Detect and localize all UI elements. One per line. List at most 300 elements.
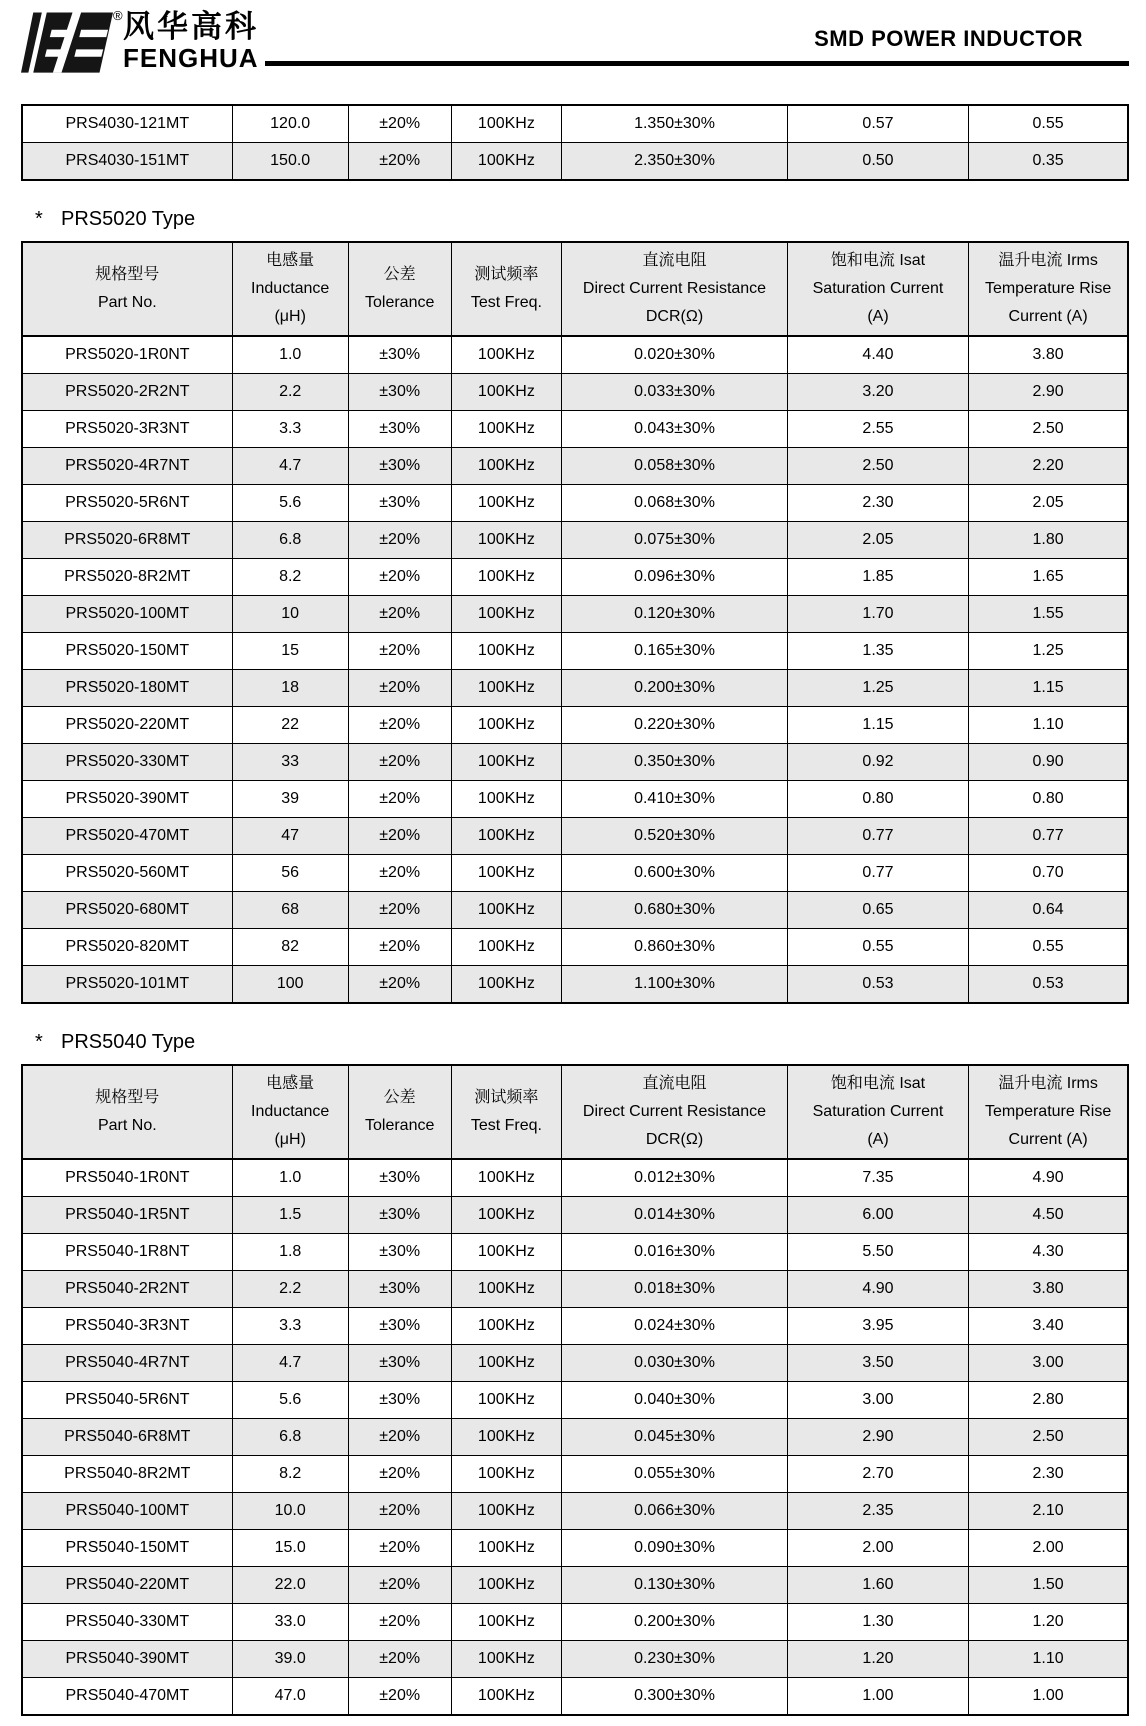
cell-test-freq: 100KHz bbox=[451, 1530, 562, 1567]
cell-tolerance: ±20% bbox=[348, 522, 451, 559]
cell-tolerance: ±30% bbox=[348, 1382, 451, 1419]
cell-part-no: PRS5020-680MT bbox=[22, 892, 232, 929]
header-line: 规格型号 bbox=[95, 266, 160, 283]
cell-part-no: PRS5020-6R8MT bbox=[22, 522, 232, 559]
cell-inductance: 33.0 bbox=[232, 1604, 348, 1641]
cell-tolerance: ±30% bbox=[348, 336, 451, 374]
table-row bbox=[22, 855, 1128, 892]
cell-test-freq: 100KHz bbox=[451, 1308, 562, 1345]
cell-part-no: PRS5020-3R3NT bbox=[22, 411, 232, 448]
cell-part-no: PRS5040-100MT bbox=[22, 1493, 232, 1530]
cell-test-freq: 100KHz bbox=[451, 1197, 562, 1234]
cell-irms: 3.80 bbox=[969, 1271, 1128, 1308]
cell-test-freq: 100KHz bbox=[451, 105, 562, 143]
table-row bbox=[22, 781, 1128, 818]
table-row bbox=[22, 1493, 1128, 1530]
table-row bbox=[22, 966, 1128, 1004]
cell-dcr: 0.016±30% bbox=[562, 1234, 788, 1271]
cell-irms: 4.30 bbox=[969, 1234, 1128, 1271]
cell-dcr: 0.300±30% bbox=[562, 1678, 788, 1716]
cell-test-freq: 100KHz bbox=[451, 374, 562, 411]
cell-irms: 3.80 bbox=[969, 336, 1128, 374]
cell-test-freq: 100KHz bbox=[451, 929, 562, 966]
cell-test-freq: 100KHz bbox=[451, 818, 562, 855]
header-line: 公差 bbox=[383, 266, 416, 283]
cell-dcr: 0.410±30% bbox=[562, 781, 788, 818]
header-line: 饱和电流 Isat bbox=[830, 1075, 926, 1092]
cell-test-freq: 100KHz bbox=[451, 1382, 562, 1419]
cell-tolerance: ±20% bbox=[348, 1641, 451, 1678]
cell-tolerance: ±30% bbox=[348, 1271, 451, 1308]
cell-dcr: 1.100±30% bbox=[562, 966, 788, 1004]
table-row bbox=[22, 596, 1128, 633]
cell-part-no: PRS5040-2R2NT bbox=[22, 1271, 232, 1308]
column-header-isat bbox=[787, 1065, 968, 1159]
header-line: Temperature Rise bbox=[984, 1103, 1112, 1120]
header-line: DCR(Ω) bbox=[645, 1131, 704, 1148]
cell-dcr: 0.120±30% bbox=[562, 596, 788, 633]
cell-test-freq: 100KHz bbox=[451, 522, 562, 559]
heading-asterisk: * bbox=[35, 1031, 43, 1053]
cell-test-freq: 100KHz bbox=[451, 1678, 562, 1716]
table-row bbox=[22, 1159, 1128, 1197]
cell-isat: 1.30 bbox=[787, 1604, 968, 1641]
table-row bbox=[22, 448, 1128, 485]
cell-irms: 2.00 bbox=[969, 1530, 1128, 1567]
cell-inductance: 4.7 bbox=[232, 448, 348, 485]
cell-isat: 2.35 bbox=[787, 1493, 968, 1530]
cell-dcr: 0.165±30% bbox=[562, 633, 788, 670]
column-header-dcr bbox=[562, 242, 788, 336]
cell-test-freq: 100KHz bbox=[451, 1567, 562, 1604]
cell-dcr: 0.020±30% bbox=[562, 336, 788, 374]
cell-tolerance: ±20% bbox=[348, 781, 451, 818]
cell-inductance: 6.8 bbox=[232, 522, 348, 559]
brand-text bbox=[123, 10, 259, 72]
fenghua-logo bbox=[21, 10, 113, 74]
cell-dcr: 0.350±30% bbox=[562, 744, 788, 781]
header-line: 直流电阻 bbox=[642, 1075, 707, 1092]
cell-dcr: 0.043±30% bbox=[562, 411, 788, 448]
cell-irms: 0.90 bbox=[969, 744, 1128, 781]
cell-inductance: 47 bbox=[232, 818, 348, 855]
section-heading-prs5020 bbox=[35, 208, 1129, 231]
table-row bbox=[22, 892, 1128, 929]
cell-test-freq: 100KHz bbox=[451, 143, 562, 181]
cell-dcr: 0.040±30% bbox=[562, 1382, 788, 1419]
table-row bbox=[22, 143, 1128, 181]
cell-tolerance: ±20% bbox=[348, 1678, 451, 1716]
header-line: 电感量 bbox=[266, 252, 315, 269]
cell-tolerance: ±20% bbox=[348, 633, 451, 670]
table-row bbox=[22, 485, 1128, 522]
cell-part-no: PRS5020-5R6NT bbox=[22, 485, 232, 522]
column-header-tolerance bbox=[348, 242, 451, 336]
registered-trademark: ® bbox=[113, 8, 123, 23]
cell-isat: 6.00 bbox=[787, 1197, 968, 1234]
cell-tolerance: ±20% bbox=[348, 707, 451, 744]
cell-isat: 0.77 bbox=[787, 855, 968, 892]
cell-isat: 2.30 bbox=[787, 485, 968, 522]
header-line: 饱和电流 Isat bbox=[830, 252, 926, 269]
cell-part-no: PRS5020-820MT bbox=[22, 929, 232, 966]
cell-inductance: 8.2 bbox=[232, 1456, 348, 1493]
cell-tolerance: ±30% bbox=[348, 1308, 451, 1345]
cell-tolerance: ±20% bbox=[348, 855, 451, 892]
cell-irms: 2.50 bbox=[969, 1419, 1128, 1456]
cell-test-freq: 100KHz bbox=[451, 892, 562, 929]
header-line: (A) bbox=[867, 1131, 889, 1148]
table-row bbox=[22, 336, 1128, 374]
column-header-test-freq bbox=[451, 242, 562, 336]
cell-isat: 0.55 bbox=[787, 929, 968, 966]
table-row bbox=[22, 1641, 1128, 1678]
cell-isat: 0.80 bbox=[787, 781, 968, 818]
column-header-inductance bbox=[232, 242, 348, 336]
cell-tolerance: ±20% bbox=[348, 670, 451, 707]
section-prs5020 bbox=[21, 208, 1129, 1004]
cell-inductance: 10.0 bbox=[232, 1493, 348, 1530]
cell-tolerance: ±20% bbox=[348, 1493, 451, 1530]
header-line: (μH) bbox=[274, 308, 306, 325]
cell-irms: 0.70 bbox=[969, 855, 1128, 892]
cell-part-no: PRS5040-390MT bbox=[22, 1641, 232, 1678]
cell-irms: 1.20 bbox=[969, 1604, 1128, 1641]
header-line: Saturation Current bbox=[812, 1103, 944, 1120]
cell-tolerance: ±20% bbox=[348, 596, 451, 633]
cell-part-no: PRS5040-3R3NT bbox=[22, 1308, 232, 1345]
cell-tolerance: ±30% bbox=[348, 374, 451, 411]
cell-isat: 3.95 bbox=[787, 1308, 968, 1345]
brand-name-chinese: 风华高科 bbox=[123, 9, 259, 44]
prs4030-continuation-table bbox=[21, 104, 1129, 181]
table-row bbox=[22, 1604, 1128, 1641]
cell-isat: 2.00 bbox=[787, 1530, 968, 1567]
cell-irms: 2.30 bbox=[969, 1456, 1128, 1493]
cell-part-no: PRS5020-150MT bbox=[22, 633, 232, 670]
table-row bbox=[22, 670, 1128, 707]
cell-isat: 0.92 bbox=[787, 744, 968, 781]
cell-isat: 1.15 bbox=[787, 707, 968, 744]
header-line: Part No. bbox=[97, 294, 157, 311]
header-line: Tolerance bbox=[364, 1117, 435, 1134]
cell-irms: 0.64 bbox=[969, 892, 1128, 929]
cell-tolerance: ±20% bbox=[348, 1456, 451, 1493]
cell-dcr: 0.068±30% bbox=[562, 485, 788, 522]
header-rule bbox=[265, 26, 1129, 66]
cell-inductance: 82 bbox=[232, 929, 348, 966]
cell-inductance: 2.2 bbox=[232, 374, 348, 411]
cell-inductance: 18 bbox=[232, 670, 348, 707]
cell-isat: 1.35 bbox=[787, 633, 968, 670]
cell-dcr: 0.045±30% bbox=[562, 1419, 788, 1456]
table-row bbox=[22, 1345, 1128, 1382]
cell-irms: 3.40 bbox=[969, 1308, 1128, 1345]
cell-tolerance: ±20% bbox=[348, 892, 451, 929]
cell-tolerance: ±20% bbox=[348, 105, 451, 143]
cell-part-no: PRS5040-330MT bbox=[22, 1604, 232, 1641]
cell-dcr: 0.200±30% bbox=[562, 1604, 788, 1641]
cell-irms: 4.50 bbox=[969, 1197, 1128, 1234]
cell-irms: 1.50 bbox=[969, 1567, 1128, 1604]
cell-part-no: PRS5040-1R0NT bbox=[22, 1159, 232, 1197]
cell-part-no: PRS5040-4R7NT bbox=[22, 1345, 232, 1382]
section-prs5040 bbox=[21, 1031, 1129, 1716]
table-row bbox=[22, 522, 1128, 559]
cell-test-freq: 100KHz bbox=[451, 966, 562, 1004]
column-header-irms bbox=[969, 242, 1128, 336]
cell-part-no: PRS5020-470MT bbox=[22, 818, 232, 855]
table-row bbox=[22, 633, 1128, 670]
cell-dcr: 0.600±30% bbox=[562, 855, 788, 892]
cell-isat: 1.85 bbox=[787, 559, 968, 596]
table-row bbox=[22, 1678, 1128, 1716]
cell-inductance: 22.0 bbox=[232, 1567, 348, 1604]
cell-irms: 4.90 bbox=[969, 1159, 1128, 1197]
cell-tolerance: ±20% bbox=[348, 1419, 451, 1456]
cell-dcr: 0.024±30% bbox=[562, 1308, 788, 1345]
cell-isat: 1.00 bbox=[787, 1678, 968, 1716]
cell-test-freq: 100KHz bbox=[451, 411, 562, 448]
cell-dcr: 0.014±30% bbox=[562, 1197, 788, 1234]
cell-isat: 1.70 bbox=[787, 596, 968, 633]
cell-dcr: 0.130±30% bbox=[562, 1567, 788, 1604]
cell-isat: 7.35 bbox=[787, 1159, 968, 1197]
brand-block bbox=[21, 10, 259, 74]
cell-inductance: 22 bbox=[232, 707, 348, 744]
cell-isat: 2.05 bbox=[787, 522, 968, 559]
column-header-part-no bbox=[22, 242, 232, 336]
cell-dcr: 0.200±30% bbox=[562, 670, 788, 707]
table-row bbox=[22, 707, 1128, 744]
cell-test-freq: 100KHz bbox=[451, 707, 562, 744]
cell-dcr: 0.230±30% bbox=[562, 1641, 788, 1678]
header-line: 测试频率 bbox=[474, 266, 539, 283]
cell-dcr: 0.055±30% bbox=[562, 1456, 788, 1493]
prs5020-table bbox=[21, 241, 1129, 1004]
cell-isat: 0.57 bbox=[787, 105, 968, 143]
cell-irms: 3.00 bbox=[969, 1345, 1128, 1382]
cell-inductance: 56 bbox=[232, 855, 348, 892]
header-line: (μH) bbox=[274, 1131, 306, 1148]
cell-isat: 2.70 bbox=[787, 1456, 968, 1493]
table-row bbox=[22, 1530, 1128, 1567]
table-row bbox=[22, 929, 1128, 966]
cell-dcr: 0.090±30% bbox=[562, 1530, 788, 1567]
cell-tolerance: ±20% bbox=[348, 1604, 451, 1641]
cell-part-no: PRS5020-100MT bbox=[22, 596, 232, 633]
cell-part-no: PRS5040-5R6NT bbox=[22, 1382, 232, 1419]
header-line: Current (A) bbox=[1008, 308, 1088, 325]
table-row bbox=[22, 1382, 1128, 1419]
column-header-part-no bbox=[22, 1065, 232, 1159]
cell-dcr: 0.030±30% bbox=[562, 1345, 788, 1382]
header-line: DCR(Ω) bbox=[645, 308, 704, 325]
table-row bbox=[22, 1567, 1128, 1604]
cell-irms: 1.25 bbox=[969, 633, 1128, 670]
cell-tolerance: ±30% bbox=[348, 1159, 451, 1197]
cell-isat: 3.50 bbox=[787, 1345, 968, 1382]
cell-test-freq: 100KHz bbox=[451, 448, 562, 485]
cell-dcr: 1.350±30% bbox=[562, 105, 788, 143]
cell-irms: 0.55 bbox=[969, 105, 1128, 143]
column-header-irms bbox=[969, 1065, 1128, 1159]
cell-tolerance: ±20% bbox=[348, 559, 451, 596]
cell-dcr: 0.860±30% bbox=[562, 929, 788, 966]
cell-irms: 2.20 bbox=[969, 448, 1128, 485]
column-header-test-freq bbox=[451, 1065, 562, 1159]
table-row bbox=[22, 1308, 1128, 1345]
table-row bbox=[22, 1271, 1128, 1308]
cell-tolerance: ±30% bbox=[348, 1345, 451, 1382]
cell-tolerance: ±30% bbox=[348, 448, 451, 485]
cell-inductance: 6.8 bbox=[232, 1419, 348, 1456]
cell-isat: 3.00 bbox=[787, 1382, 968, 1419]
cell-part-no: PRS5040-220MT bbox=[22, 1567, 232, 1604]
cell-tolerance: ±20% bbox=[348, 818, 451, 855]
cell-tolerance: ±30% bbox=[348, 1197, 451, 1234]
cell-inductance: 39.0 bbox=[232, 1641, 348, 1678]
cell-part-no: PRS5040-1R5NT bbox=[22, 1197, 232, 1234]
cell-tolerance: ±20% bbox=[348, 929, 451, 966]
column-header-tolerance bbox=[348, 1065, 451, 1159]
cell-part-no: PRS4030-151MT bbox=[22, 143, 232, 181]
cell-test-freq: 100KHz bbox=[451, 855, 562, 892]
cell-irms: 1.00 bbox=[969, 1678, 1128, 1716]
table-row bbox=[22, 105, 1128, 143]
cell-part-no: PRS5020-390MT bbox=[22, 781, 232, 818]
cell-irms: 1.15 bbox=[969, 670, 1128, 707]
cell-test-freq: 100KHz bbox=[451, 1419, 562, 1456]
header-line: Test Freq. bbox=[470, 294, 542, 311]
prs5040-table bbox=[21, 1064, 1129, 1716]
cell-part-no: PRS5020-2R2NT bbox=[22, 374, 232, 411]
cell-isat: 2.55 bbox=[787, 411, 968, 448]
cell-dcr: 0.220±30% bbox=[562, 707, 788, 744]
cell-tolerance: ±20% bbox=[348, 1567, 451, 1604]
header-line: 温升电流 Irms bbox=[998, 1075, 1098, 1092]
table-row bbox=[22, 818, 1128, 855]
table-row bbox=[22, 1456, 1128, 1493]
cell-test-freq: 100KHz bbox=[451, 1604, 562, 1641]
column-header-row bbox=[22, 1065, 1128, 1159]
cell-irms: 2.90 bbox=[969, 374, 1128, 411]
cell-part-no: PRS5040-8R2MT bbox=[22, 1456, 232, 1493]
header-line: (A) bbox=[867, 308, 889, 325]
header-line: Current (A) bbox=[1008, 1131, 1088, 1148]
column-header-dcr bbox=[562, 1065, 788, 1159]
cell-isat: 0.65 bbox=[787, 892, 968, 929]
table-row bbox=[22, 1197, 1128, 1234]
header-line: Test Freq. bbox=[470, 1117, 542, 1134]
header-line: 规格型号 bbox=[95, 1089, 160, 1106]
header-line: Direct Current Resistance bbox=[582, 1103, 767, 1120]
page-header bbox=[21, 10, 1129, 74]
cell-irms: 0.55 bbox=[969, 929, 1128, 966]
cell-tolerance: ±20% bbox=[348, 1530, 451, 1567]
cell-test-freq: 100KHz bbox=[451, 336, 562, 374]
cell-part-no: PRS5020-330MT bbox=[22, 744, 232, 781]
cell-dcr: 0.680±30% bbox=[562, 892, 788, 929]
cell-test-freq: 100KHz bbox=[451, 1641, 562, 1678]
brand-name-english: FENGHUA bbox=[123, 43, 259, 73]
cell-test-freq: 100KHz bbox=[451, 670, 562, 707]
header-line: Inductance bbox=[251, 280, 330, 297]
cell-inductance: 3.3 bbox=[232, 1308, 348, 1345]
cell-part-no: PRS5020-8R2MT bbox=[22, 559, 232, 596]
cell-irms: 2.80 bbox=[969, 1382, 1128, 1419]
table-row bbox=[22, 374, 1128, 411]
cell-dcr: 0.075±30% bbox=[562, 522, 788, 559]
cell-inductance: 68 bbox=[232, 892, 348, 929]
cell-part-no: PRS5020-560MT bbox=[22, 855, 232, 892]
cell-part-no: PRS5040-1R8NT bbox=[22, 1234, 232, 1271]
cell-inductance: 1.5 bbox=[232, 1197, 348, 1234]
cell-test-freq: 100KHz bbox=[451, 559, 562, 596]
cell-irms: 1.65 bbox=[969, 559, 1128, 596]
cell-inductance: 100 bbox=[232, 966, 348, 1004]
cell-isat: 4.40 bbox=[787, 336, 968, 374]
cell-inductance: 5.6 bbox=[232, 485, 348, 522]
cell-part-no: PRS5020-4R7NT bbox=[22, 448, 232, 485]
cell-isat: 2.50 bbox=[787, 448, 968, 485]
header-line: 测试频率 bbox=[474, 1089, 539, 1106]
table-row bbox=[22, 1419, 1128, 1456]
cell-dcr: 0.066±30% bbox=[562, 1493, 788, 1530]
cell-irms: 1.10 bbox=[969, 707, 1128, 744]
cell-part-no: PRS5020-180MT bbox=[22, 670, 232, 707]
cell-isat: 3.20 bbox=[787, 374, 968, 411]
section-heading-prs5040 bbox=[35, 1031, 1129, 1054]
column-header-inductance bbox=[232, 1065, 348, 1159]
cell-isat: 0.50 bbox=[787, 143, 968, 181]
cell-part-no: PRS5020-1R0NT bbox=[22, 336, 232, 374]
cell-inductance: 15.0 bbox=[232, 1530, 348, 1567]
heading-label: PRS5040 Type bbox=[61, 1031, 196, 1053]
cell-part-no: PRS5040-470MT bbox=[22, 1678, 232, 1716]
cell-part-no: PRS5020-220MT bbox=[22, 707, 232, 744]
header-line: Inductance bbox=[251, 1103, 330, 1120]
table-row bbox=[22, 411, 1128, 448]
cell-inductance: 3.3 bbox=[232, 411, 348, 448]
cell-inductance: 8.2 bbox=[232, 559, 348, 596]
table-row bbox=[22, 744, 1128, 781]
cell-tolerance: ±30% bbox=[348, 485, 451, 522]
cell-irms: 2.05 bbox=[969, 485, 1128, 522]
cell-dcr: 0.520±30% bbox=[562, 818, 788, 855]
cell-test-freq: 100KHz bbox=[451, 781, 562, 818]
cell-part-no: PRS5040-6R8MT bbox=[22, 1419, 232, 1456]
cell-irms: 0.80 bbox=[969, 781, 1128, 818]
cell-test-freq: 100KHz bbox=[451, 1493, 562, 1530]
cell-part-no: PRS4030-121MT bbox=[22, 105, 232, 143]
cell-inductance: 10 bbox=[232, 596, 348, 633]
cell-isat: 4.90 bbox=[787, 1271, 968, 1308]
cell-irms: 0.77 bbox=[969, 818, 1128, 855]
cell-test-freq: 100KHz bbox=[451, 1456, 562, 1493]
cell-isat: 2.90 bbox=[787, 1419, 968, 1456]
cell-test-freq: 100KHz bbox=[451, 744, 562, 781]
cell-inductance: 47.0 bbox=[232, 1678, 348, 1716]
cell-inductance: 150.0 bbox=[232, 143, 348, 181]
cell-tolerance: ±20% bbox=[348, 966, 451, 1004]
cell-inductance: 2.2 bbox=[232, 1271, 348, 1308]
cell-inductance: 1.0 bbox=[232, 1159, 348, 1197]
header-line: Temperature Rise bbox=[984, 280, 1112, 297]
cell-test-freq: 100KHz bbox=[451, 485, 562, 522]
table-row bbox=[22, 1234, 1128, 1271]
cell-irms: 2.50 bbox=[969, 411, 1128, 448]
